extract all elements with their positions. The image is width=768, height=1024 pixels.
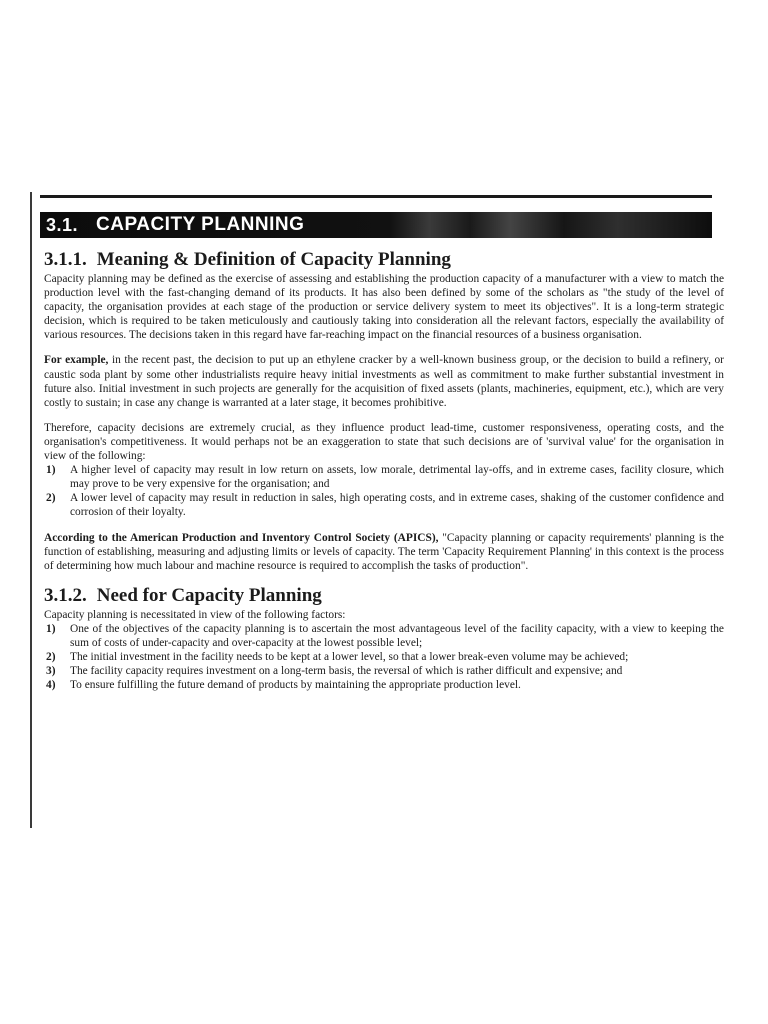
- list-marker: 3): [46, 665, 56, 678]
- paragraph-need-intro: Capacity planning is necessitated in view of the following factors:: [44, 608, 346, 621]
- list-marker: 2): [46, 492, 56, 505]
- list-item-text: A lower level of capacity may result in reduction in sales, high operating costs, and in extreme cases, shaking of the customer confidence and corrosion of their loyalty.: [70, 492, 724, 519]
- paragraph-body: "Capacity planning or capacity requirements' planning is the function of establishing, measuring and adjusting limits or levels of capacity. The term 'Capacity Requirement Planning' in this context is the process of determining how much labour and machine resource is required to accomplish the tasks of production".: [44, 531, 724, 572]
- subsection-heading-312: [44, 584, 724, 608]
- list-item: [44, 491, 724, 519]
- paragraph-body: in the recent past, the decision to put up an ethylene cracker by a well-known business group, or the decision to build a refinery, or caustic soda plant by some other industrialists require heavy initial investments as well as commitment to make further substantial investment in future also. Initial investment in such projects are generally for the acquisition of fixed assets (plants, machineries, equipment, etc.), which are very costly to sustain; in case any change is warranted at a later stage, it becomes prohibitive.: [44, 354, 724, 409]
- page-content: [44, 248, 724, 692]
- list-marker: 2): [46, 651, 56, 664]
- subsection-heading-311: [44, 248, 724, 272]
- list-item-text: The initial investment in the facility needs to be kept at a lower level, so that a lower break-even volume may be achieved;: [70, 651, 629, 664]
- paragraph-example: [44, 353, 724, 409]
- section-number: 3.1.: [46, 214, 79, 235]
- list-item-text: The facility capacity requires investment on a long-term basis, the reversal of which is rather difficult and expensive; and: [70, 665, 623, 678]
- list-item-text: One of the objectives of the capacity planning is to ascertain the most advantageous level of the facility capacity, with a view to keeping the sum of costs of under-capacity and over-capacity at the lowest possible level;: [70, 622, 724, 649]
- paragraph-lead: For example,: [44, 354, 109, 367]
- paragraph-lead: According to the American Production and Inventory Control Society (APICS),: [44, 531, 439, 544]
- need-factors-list: [44, 622, 724, 692]
- paragraph-therefore: Therefore, capacity decisions are extremely crucial, as they influence product lead-time, customer responsiveness, operating costs, and the organisation's competitiveness. It would perhaps not be an exaggeration to state that such decisions are of 'survival value' for the organisation in view of the following:: [44, 421, 724, 463]
- survival-value-list: [44, 463, 724, 519]
- list-marker: 1): [46, 464, 56, 477]
- subsection-title: Need for Capacity Planning: [96, 584, 322, 606]
- list-item-text: To ensure fulfilling the future demand of products by maintaining the appropriate production level.: [70, 679, 521, 692]
- section-banner: [40, 212, 712, 238]
- section-title: CAPACITY PLANNING: [96, 214, 305, 235]
- subsection-number: 3.1.2.: [44, 584, 87, 606]
- list-marker: 4): [46, 679, 56, 692]
- top-rule: [40, 195, 712, 198]
- page-edge-line: [30, 192, 32, 828]
- subsection-title: Meaning & Definition of Capacity Planning: [96, 249, 451, 270]
- list-item: [44, 664, 724, 678]
- paragraph-apics: [44, 531, 724, 573]
- list-item: [44, 678, 724, 692]
- list-item: [44, 463, 724, 491]
- list-item: [44, 650, 724, 664]
- list-item-text: A higher level of capacity may result in low return on assets, low morale, detrimental lay-offs, and in extreme cases, facility closure, which may prove to be very expensive for the organisation; and: [70, 464, 724, 491]
- list-marker: 1): [46, 622, 56, 635]
- paragraph-definition: Capacity planning may be defined as the exercise of assessing and establishing the production capacity of a manufacturer with a view to match the production level with the fast-changing demand of its products. It has also been defined by some of the scholars as "the study of the level of capacity, the organisation provides at each stage of the production or service delivery system to meet its objectives". It is a long-term strategic decision, which is required to be taken meticulously and cautiously taking into consideration all the relevant factors, especially the availability of various resources. The decisions taken in this regard have far-reaching impact on the financial resources of a business organisation.: [44, 273, 724, 342]
- subsection-number: 3.1.1.: [44, 249, 87, 270]
- list-item: [44, 622, 724, 650]
